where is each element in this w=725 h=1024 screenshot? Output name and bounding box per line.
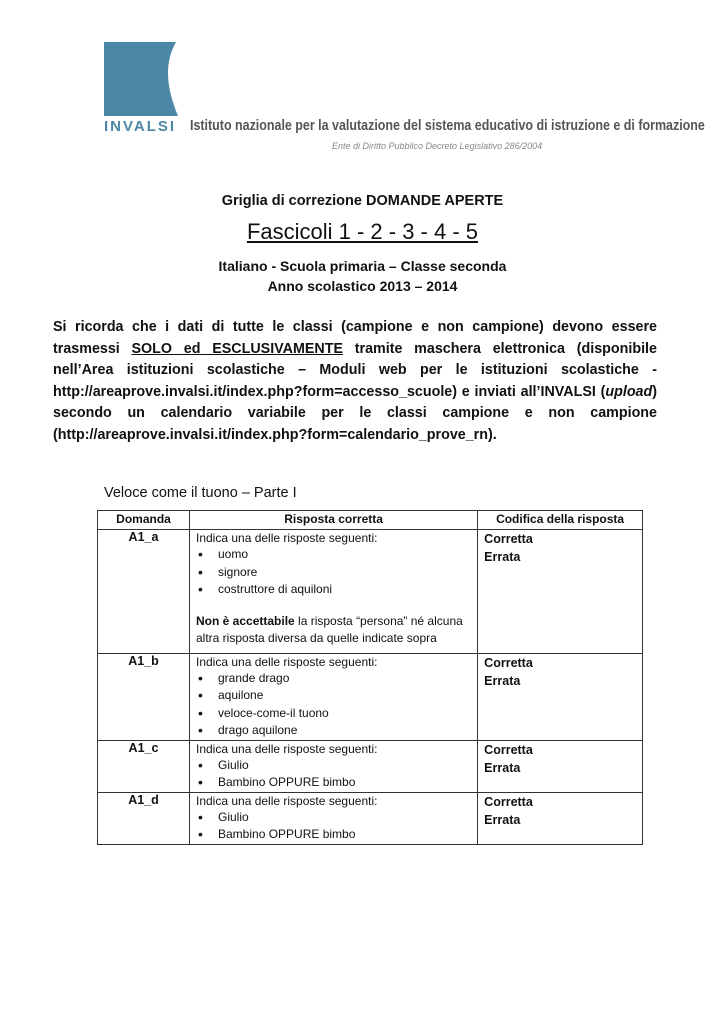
list-item: • veloce-come-il tuono bbox=[196, 705, 471, 723]
answer-note-bold: Non è accettabile bbox=[196, 613, 295, 628]
question-id: A1_a bbox=[98, 530, 190, 654]
list-item: • Bambino OPPURE bimbo bbox=[196, 826, 471, 844]
table-row bbox=[98, 653, 643, 740]
answer-options bbox=[196, 757, 471, 792]
column-header: Codifica della risposta bbox=[478, 511, 643, 530]
question-id: A1_b bbox=[98, 653, 190, 740]
table-row bbox=[98, 530, 643, 654]
list-item: • Bambino OPPURE bimbo bbox=[196, 774, 471, 792]
institute-subtitle: Ente di Diritto Pubblico Decreto Legislativo 286/2004 bbox=[332, 141, 543, 151]
answer-options bbox=[196, 546, 471, 599]
answer-options bbox=[196, 809, 471, 844]
coding-cell bbox=[478, 530, 643, 654]
notice-text-2: tramite maschera elettronica (disponibile nell’Area istituzioni scolastiche – Moduli web per le istituzioni scolastiche - http://areaprove.invalsi.it/index.php?form=accesso_scuole) e inviati all’INVALSI ( bbox=[53, 340, 657, 400]
correct-answer-cell bbox=[190, 653, 478, 740]
answer-intro: Indica una delle risposte seguenti: bbox=[196, 654, 378, 669]
section-title: Veloce come il tuono – Parte I bbox=[104, 485, 297, 501]
list-item: • uomo bbox=[196, 546, 471, 564]
notice-emphasis: SOLO ed ESCLUSIVAMENTE bbox=[131, 340, 344, 357]
answer-note bbox=[196, 613, 471, 653]
notice-text-1: Si ricorda che i dati di tutte le classi (campione e non campione) devono essere trasmessi bbox=[53, 319, 657, 357]
code-correct: Corretta bbox=[484, 532, 533, 546]
answer-options bbox=[196, 670, 471, 740]
coding-cell bbox=[478, 740, 643, 792]
list-item: • Giulio bbox=[196, 809, 471, 827]
answer-intro: Indica una delle risposte seguenti: bbox=[196, 741, 378, 756]
list-item: • costruttore di aquiloni bbox=[196, 581, 471, 599]
correct-answer-cell bbox=[190, 740, 478, 792]
code-wrong: Errata bbox=[484, 812, 521, 827]
answer-intro: Indica una delle risposte seguenti: bbox=[196, 531, 378, 545]
code-correct: Corretta bbox=[484, 742, 533, 757]
code-wrong: Errata bbox=[484, 673, 521, 688]
column-header: Risposta corretta bbox=[190, 511, 478, 530]
list-item: • Giulio bbox=[196, 757, 471, 775]
list-item: • aquilone bbox=[196, 687, 471, 705]
list-item: • drago aquilone bbox=[196, 722, 471, 740]
document-title-text: Fascicoli 1 - 2 - 3 - 4 - 5 bbox=[246, 219, 479, 244]
column-header: Domanda bbox=[98, 511, 190, 530]
document-title bbox=[0, 219, 725, 245]
school-year: Anno scolastico 2013 – 2014 bbox=[267, 278, 458, 294]
document-heading: Griglia di correzione DOMANDE APERTE bbox=[221, 193, 504, 209]
answer-note-text: la risposta “persona” né alcuna altra risposta diversa da quelle indicate sopra bbox=[196, 613, 463, 645]
table-row bbox=[98, 740, 643, 792]
document-subject: Italiano - Scuola primaria – Classe seconda bbox=[218, 258, 507, 274]
list-item: • signore bbox=[196, 564, 471, 582]
code-wrong: Errata bbox=[484, 550, 521, 564]
institute-name: Istituto nazionale per la valutazione del sistema educativo di istruzione e di formazione bbox=[190, 118, 705, 134]
notice-upload: upload bbox=[605, 383, 653, 400]
correct-answer-cell bbox=[190, 530, 478, 654]
code-correct: Corretta bbox=[484, 794, 533, 809]
correct-answer-cell bbox=[190, 792, 478, 844]
correction-table bbox=[97, 510, 643, 845]
coding-cell bbox=[478, 792, 643, 844]
coding-cell bbox=[478, 653, 643, 740]
notice-paragraph bbox=[53, 317, 657, 446]
code-wrong: Errata bbox=[484, 760, 521, 775]
table-row bbox=[98, 792, 643, 844]
question-id: A1_c bbox=[98, 740, 190, 792]
invalsi-logo-icon bbox=[104, 42, 178, 116]
list-item: • grande drago bbox=[196, 670, 471, 688]
table-header-row bbox=[98, 511, 643, 530]
question-id: A1_d bbox=[98, 792, 190, 844]
answer-intro: Indica una delle risposte seguenti: bbox=[196, 793, 378, 808]
notice-text-3: ) secondo un calendario variabile per le classi campione e non campione (http://areaprove.invalsi.it/index.php?form=calendario_prove_rn). bbox=[53, 383, 657, 443]
code-correct: Corretta bbox=[484, 655, 533, 670]
logo-wordmark: INVALSI bbox=[104, 118, 177, 135]
